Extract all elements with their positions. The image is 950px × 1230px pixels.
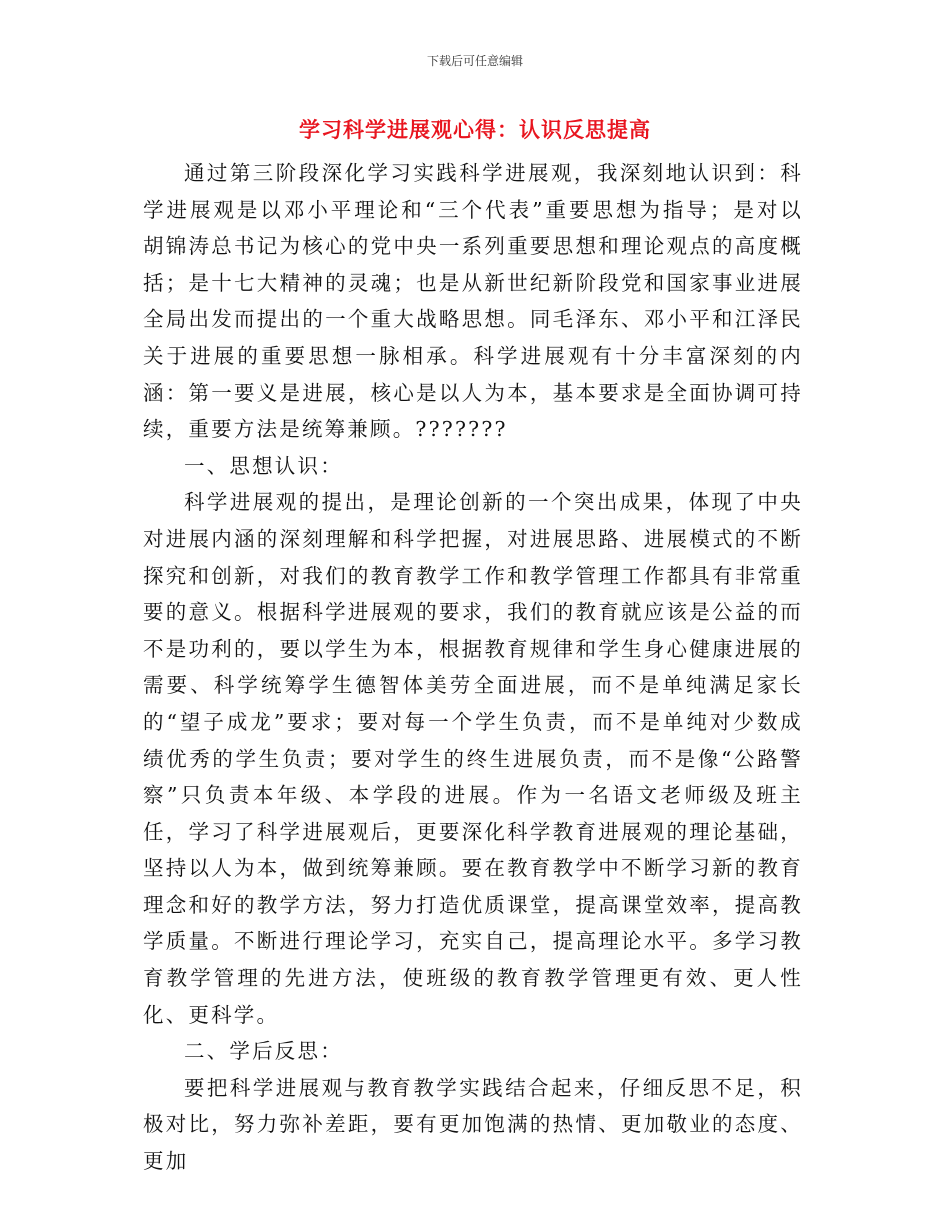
section-heading-reflection: 二、学后反思：	[184, 1039, 343, 1064]
paragraph-thinking: 科学进展观的提出，是理论创新的一个突出成果，体现了中央对进展内涵的深刻理解和科学把握，对进展思路、进展模式的不断探究和创新，对我们的教育教学工作和教学管理工作都具有非常重要的意义。根据科学进展观的要求，我们的教育就应该是公益的而不是功利的，要以学生为本，根据教育规律和学生身心健康进展的需要、科学统筹学生德智体美劳全面进展，而不是单纯满足家长的“望子成龙”要求；要对每一个学生负责，而不是单纯对少数成绩优秀的学生负责；要对学生的终生进展负责，而不是像“公路警察”只负责本年级、本学段的进展。作为一名语文老师级及班主任，学习了科学进展观后，更要深化科学教育进展观的理论基础，坚持以人为本，做到统筹兼顾。要在教育教学中不断学习新的教育理念和好的教学方法，努力打造优质课堂，提高课堂效率，提高教学质量。不断进行理论学习，充实自己，提高理论水平。多学习教育教学管理的先进方法，使班级的教育教学管理更有效、更人性化、更科学。	[143, 490, 803, 1027]
section-heading-thinking: 一、思想认识：	[184, 453, 343, 478]
page-header-note: 下载后可任意编辑	[426, 54, 523, 68]
document-body	[143, 155, 803, 1180]
document-title: 学习科学进展观心得：认识反思提高	[299, 118, 651, 142]
paragraph-reflection: 要把科学进展观与教育教学实践结合起来，仔细反思不足，积极对比，努力弥补差距，要有更加饱满的热情、更加敬业的态度、更加	[143, 1075, 803, 1174]
paragraph-intro: 通过第三阶段深化学习实践科学进展观，我深刻地认识到：科学进展观是以邓小平理论和“三个代表”重要思想为指导；是对以胡锦涛总书记为核心的党中央一系列重要思想和理论观点的高度概括；是十七大精神的灵魂；也是从新世纪新阶段党和国家事业进展全局出发而提出的一个重大战略思想。同毛泽东、邓小平和江泽民关于进展的重要思想一脉相承。科学进展观有十分丰富深刻的内涵：第一要义是进展，核心是以人为本，基本要求是全面协调可持续，重要方法是统筹兼顾。???????	[143, 161, 803, 442]
